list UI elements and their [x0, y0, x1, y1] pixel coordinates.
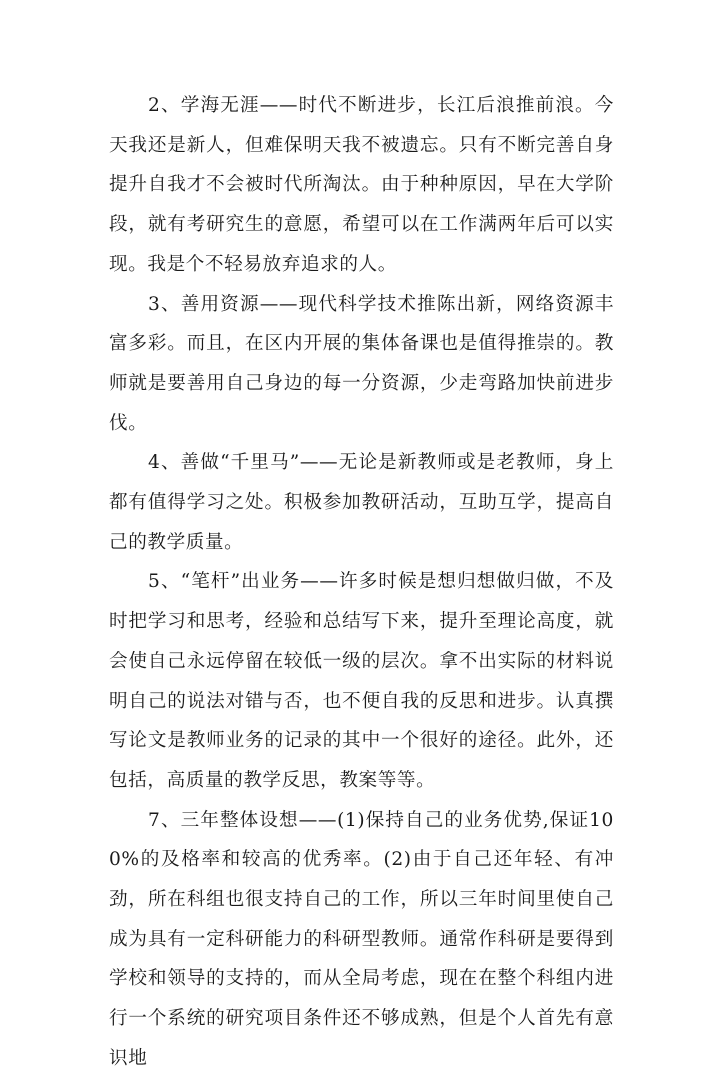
paragraph-4-thousand-li-horse: 4、善做“千里马”——无论是新教师或是老教师，身上都有值得学习之处。积极参加教研活动，互助互学，提高自己的教学质量。	[109, 452, 614, 553]
paragraph-2-study-endless: 2、学海无涯——时代不断进步，长江后浪推前浪。今天我还是新人，但难保明天我不被遗忘。只有不断完善自身提升自我才不会被时代所淘汰。由于种种原因，早在大学阶段，就有考研究生的意愿，希望可以在工作满两年后可以实现。我是个不轻易放弃追求的人。	[109, 95, 614, 275]
paragraph-3-use-resources: 3、善用资源——现代科学技术推陈出新，网络资源丰富多彩。而且，在区内开展的集体备课也是值得推崇的。教师就是要善用自己身边的每一分资源，少走弯路加快前进步伐。	[109, 293, 614, 434]
document-body	[109, 86, 614, 1079]
paragraph-7-three-year-plan: 7、三年整体设想——(1)保持自己的业务优势,保证100%的及格率和较高的优秀率。(2)由于自己还年轻、有冲劲，所在科组也很支持自己的工作，所以三年时间里使自己成为具有一定科研能力的科研型教师。通常作科研是要得到学校和领导的支持的，而从全局考虑，现在在整个科组内进行一个系统的研究项目条件还不够成熟，但是个人首先有意识地	[109, 809, 614, 1069]
paragraph-5-pen-business: 5、“笔杆”出业务——许多时候是想归想做归做，不及时把学习和思考，经验和总结写下来，提升至理论高度，就会使自己永远停留在较低一级的层次。拿不出实际的材料说明自己的说法对错与否，也不便自我的反思和进步。认真撰写论文是教师业务的记录的其中一个很好的途径。此外，还包括，高质量的教学反思，教案等等。	[109, 571, 614, 791]
